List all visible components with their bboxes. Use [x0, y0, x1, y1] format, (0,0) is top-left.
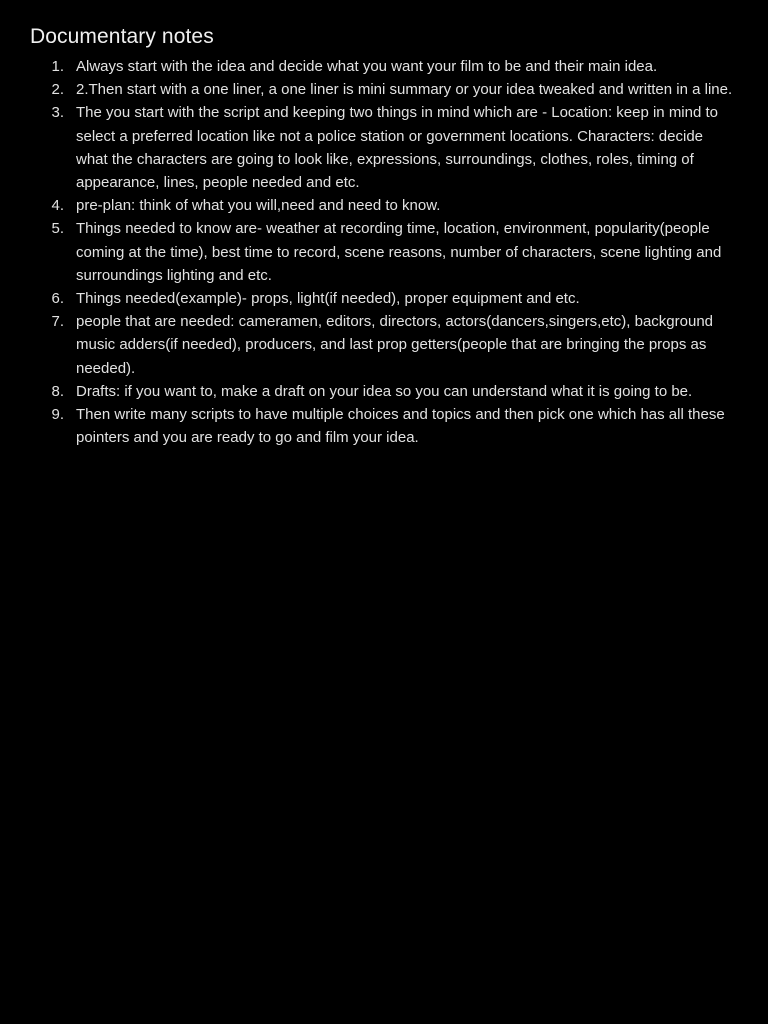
list-item[interactable]: [30, 217, 738, 287]
list-item-text[interactable]: pre-plan: think of what you will,need and need to know.: [76, 197, 441, 215]
list-item-number: 1.: [51, 58, 64, 75]
list-item[interactable]: [30, 403, 738, 449]
list-item-number: 5.: [51, 220, 64, 238]
list-item[interactable]: [30, 287, 738, 310]
list-item-text[interactable]: 2.Then start with a one liner, a one liner is mini summary or your idea tweaked and written in a line.: [76, 81, 733, 99]
list-item-number: 2.: [51, 81, 64, 99]
list-item-text[interactable]: people that are needed: cameramen, editors, directors, actors(dancers,singers,etc), background music adders(if needed), producers, and last prop getters(people that are bringing the props as needed).: [76, 313, 714, 377]
list-item-text[interactable]: Then write many scripts to have multiple choices and topics and then pick one which has all these pointers and you are ready to go and film your idea.: [76, 406, 725, 447]
list-item-text[interactable]: The you start with the script and keeping two things in mind which are - Location: keep in mind to select a preferred location like not a police station or government locations. Characters: decide what the characters are going to look like, expressions, surroundings, clothes, roles, timing of appearance, lines, people needed and etc.: [76, 104, 719, 192]
list-item-text[interactable]: Drafts: if you want to, make a draft on your idea so you can understand what it is going to be.: [76, 382, 693, 400]
list-item[interactable]: [30, 101, 738, 194]
list-item[interactable]: [30, 55, 738, 78]
list-item-text[interactable]: Always start with the idea and decide what you want your film to be and their main idea.: [76, 58, 658, 75]
list-item-number: 6.: [51, 290, 64, 308]
list-item[interactable]: [30, 194, 738, 217]
note-title[interactable]: Documentary notes: [30, 25, 214, 48]
numbered-list: [30, 55, 738, 449]
list-item-text[interactable]: Things needed(example)- props, light(if needed), proper equipment and etc.: [76, 290, 580, 308]
list-item-number: 8.: [51, 382, 64, 400]
list-item-number: 7.: [51, 313, 64, 331]
list-item[interactable]: [30, 380, 738, 403]
list-item-text[interactable]: Things needed to know are- weather at recording time, location, environment, popularity(people coming at the time), best time to record, scene reasons, number of characters, scene lighting and surroundings lighting and etc.: [76, 220, 722, 284]
list-item[interactable]: [30, 78, 738, 101]
list-item[interactable]: [30, 310, 738, 380]
list-item-number: 4.: [51, 197, 64, 215]
list-item-number: 9.: [51, 406, 64, 424]
list-item-number: 3.: [51, 104, 64, 122]
